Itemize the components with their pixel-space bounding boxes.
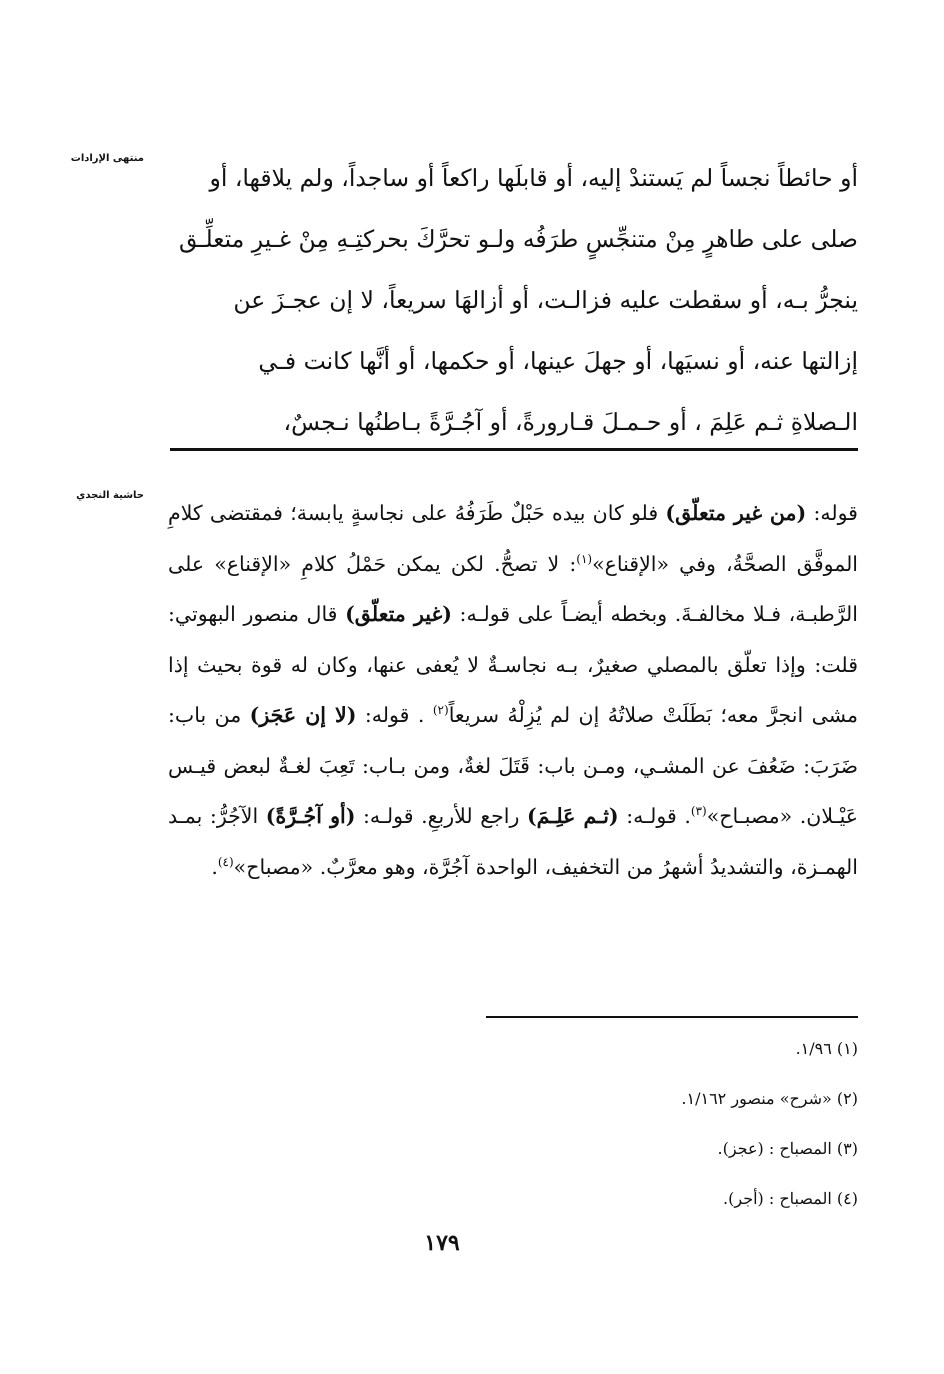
footnote-item: (٣) المصباح : (عجز).	[717, 1139, 858, 1158]
side-label-matn: منتهى الإرادات	[70, 153, 144, 164]
commentary-headword: (من غير متعلّق)	[665, 501, 807, 525]
commentary-text: الآجُرُّ: بمـد الهمـزة، والتشديدُ أشهرُ من التخفيف، الواحدة آجُرَّة، وهو معرَّبٌ. «مصباح»	[168, 804, 858, 879]
footnote-reference[interactable]: (٢)	[432, 703, 449, 718]
main-text-separator	[170, 448, 858, 451]
commentary-headword: (ثـم عَلِـمَ)	[526, 804, 619, 828]
commentary-text: فلو كان بيده حَبْلٌ طَرَفُهُ على نجاسةٍ يابسة؛ فمقتضى كلامِ الموفَّق الصحَّةُ، وفي «الإقناع»	[168, 501, 859, 576]
commentary-text: . قولـه:	[618, 804, 691, 828]
commentary-text: : لا تصحُّ. لكن يمكن حَمْلُ كلامِ «الإقناع» على الرَّطبـة، فـلا مخالفـةَ. وبخطه أيضـاً على قولـه:	[168, 551, 858, 626]
main-text-line: صلى على طاهرٍ مِنْ متنجِّسٍ طرَفُه ولـو تحرَّكَ بحركتِـهِ مِنْ غـيرِ متعلِّـق	[179, 225, 858, 253]
main-text-line: أو حائطاً نجساً لم يَستندْ إليه، أو قابلَها راكعاً أو ساجداً، ولم يلاقها، أو	[209, 164, 858, 192]
main-text-line: إزالتها عنه، أو نسيَها، أو جهلَ عينها، أو حكمها، أو أنَّها كانت فـي	[258, 347, 858, 375]
footnote-item: (٢) «شرح» منصور ١/١٦٢.	[681, 1089, 858, 1108]
commentary-headword: (غير متعلّق)	[345, 602, 452, 626]
main-text-line: الـصلاةِ ثـم عَلِمَ ، أو حـمـلَ قـارورةً، أو آجُـرَّةً بـاطنُها نـجسٌ،	[283, 408, 858, 436]
commentary-headword: (أو آجُـرَّةً)	[265, 804, 356, 828]
commentary-text: . قوله:	[356, 703, 433, 727]
footnote-reference[interactable]: (٤)	[217, 854, 234, 869]
footnote-item: (٤) المصباح : (أجر).	[723, 1189, 858, 1208]
commentary-headword: (لا إن عَجَز)	[249, 703, 357, 727]
commentary-block	[168, 488, 858, 892]
footnote-item: (١) ١/٩٦.	[795, 1039, 858, 1058]
commentary-paragraph	[168, 488, 858, 892]
main-text-block	[168, 148, 858, 453]
footnote-reference[interactable]: (٣)	[690, 804, 707, 819]
commentary-text: راجع للأربعِ. قولـه:	[355, 804, 527, 828]
commentary-text: قوله:	[806, 501, 858, 525]
footnote-separator	[486, 1016, 858, 1018]
commentary-text: .	[211, 854, 218, 879]
side-label-hashiya: حاشية النجدي	[76, 490, 144, 501]
commentary-text: من باب: ضَرَبَ: ضَعُفَ عن المشـي، ومـن باب: قَتَلَ لغةٌ، ومن بـاب: تَعِبَ لغـةٌ لبعض قيـس عَيْـلان. «مصبـاح»	[168, 703, 859, 828]
footnotes-list	[168, 1024, 858, 1224]
page-number: ١٧٩	[424, 1230, 460, 1256]
main-text-line: ينجرُّ بـه، أو سقطت عليه فزالـت، أو أزالهَا سريعاً، لا إن عجـزَ عن	[233, 286, 858, 314]
commentary-text: قال منصور البهوتي: قلت: وإذا تعلّق بالمصلي صغيرٌ، بـه نجاسـةٌ لا يُعفى عنها، وكان له قوة بحيث إذا مشى انجرَّ معه؛ بَطَلَتْ صلاتُهُ إن لم يُزِلْهُ سريعاً	[168, 602, 858, 727]
footnote-reference[interactable]: (١)	[576, 551, 593, 566]
